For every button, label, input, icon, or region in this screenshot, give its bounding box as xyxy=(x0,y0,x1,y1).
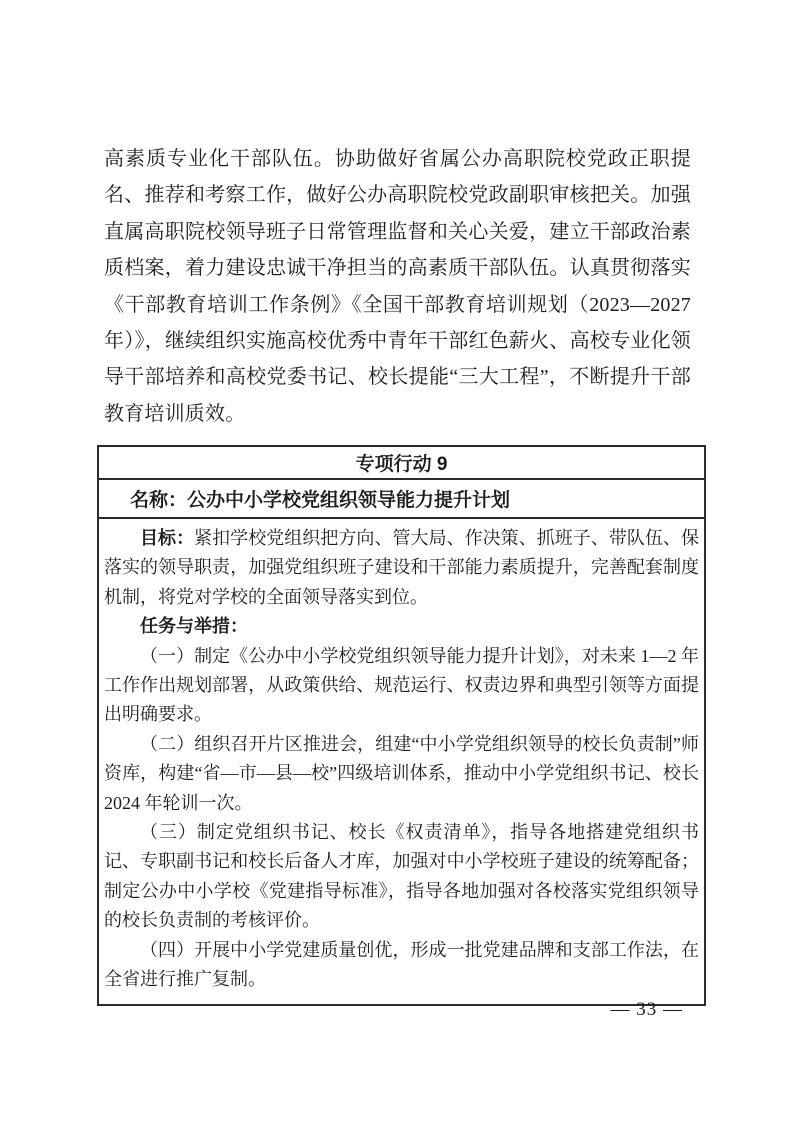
plan-name: 名称：公办中小学校党组织领导能力提升计划 xyxy=(130,490,511,511)
task-item-3: （三）制定党组织书记、校长《权责清单》，指导各地搭建党组织书记、专职副书记和校长后备人才库，加强对中小学校班子建设的统筹配备；制定公办中小学校《党建指导标准》，指导各地加强对各校落实党组织领导的校长负责制的考核评价。 xyxy=(104,822,699,931)
task-item-2: （二）组织召开片区推进会，组建“中小学党组织领导的校长负责制”师资库，构建“省—市—县—校”四级培训体系，推动中小学党组织书记、校长 2024 年轮训一次。 xyxy=(104,733,699,813)
page-number: — 33 — xyxy=(610,999,683,1020)
table-name-row xyxy=(99,480,704,519)
table-title: 专项行动 9 xyxy=(355,454,448,475)
goal-text: 紧扣学校党组织把方向、管大局、作决策、抓班子、带队伍、保落实的领导职责，加强党组织班子建设和干部能力素质提升，完善配套制度机制，将党对学校的全面领导落实到位。 xyxy=(104,528,700,607)
special-action-table xyxy=(97,445,706,1006)
goal-paragraph xyxy=(104,524,699,612)
table-body-cell xyxy=(99,519,704,1004)
task-item-1: （一）制定《公办中小学校党组织领导能力提升计划》，对未来 1—2 年工作作出规划部署，从政策供给、规范运行、权责边界和典型引领等方面提出明确要求。 xyxy=(104,645,699,725)
tasks-label: 任务与举措： xyxy=(140,616,248,637)
goal-label: 目标： xyxy=(140,528,195,548)
body-paragraph: 高素质专业化干部队伍。协助做好省属公办高职院校党政正职提名、推荐和考察工作，做好公办高职院校党政副职审核把关。加强直属高职院校领导班子日常管理监督和关心关爱，建立干部政治素质档案，着力建设忠诚干净担当的高素质干部队伍。认真贯彻落实《干部教育培训工作条例》《全国干部教育培训规划（2023—2027 年）》，继续组织实施高校优秀中青年干部红色薪火、高校专业化领导干部培养和高校党委书记、校长提能“三大工程”，不断提升干部教育培训质效。 xyxy=(104,148,691,425)
task-item-4: （四）开展中小学党建质量创优，形成一批党建品牌和支部工作法，在全省进行推广复制。 xyxy=(104,939,699,990)
table-title-row xyxy=(99,447,704,480)
